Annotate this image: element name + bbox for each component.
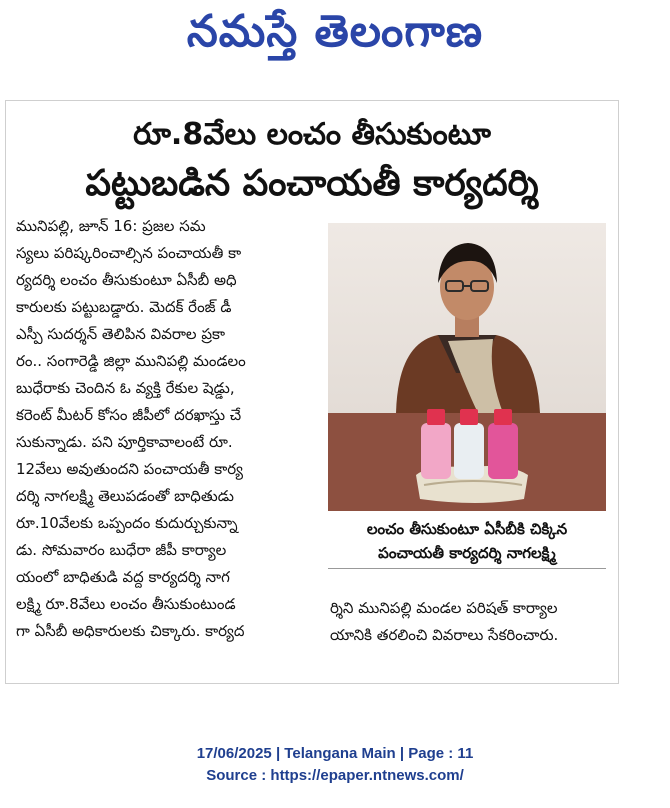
body-line: స్యలు పరిష్కరించాల్సిన పంచాయతీ కా [16, 244, 242, 262]
masthead [0, 0, 670, 82]
newspaper-logo: నమస్తే తెలంగాణ [186, 6, 484, 57]
article-continuation [330, 595, 612, 649]
body-line: డు. సోమవారం బుధేరా జీపీ కార్యాల [16, 541, 227, 559]
body-line: ఎస్పీ సుదర్శన్ తెలిపిన వివరాల ప్రకా [16, 325, 225, 343]
caption-divider [328, 568, 606, 569]
caption-line-1: లంచం తీసుకుంటూ ఏసీబీకి చిక్కిన [366, 520, 568, 538]
body-line: సుకున్నాడు. పని పూర్తికావాలంటే రూ. [16, 433, 233, 451]
body-line: దర్శి నాగలక్ష్మి తెలుపడంతో బాధితుడు [16, 487, 234, 505]
photo-caption [322, 517, 612, 565]
body-line: లక్ష్మి రూ.8వేలు లంచం తీసుకుంటుండ [16, 595, 236, 613]
body-line: రం.. సంగారెడ్డి జిల్లా మునిపల్లి మండలం [16, 352, 246, 370]
person-with-evidence-illustration [328, 223, 606, 511]
body-line: కరెంట్ మీటర్ కోసం జీపీలో దరఖాస్తు చే [16, 406, 242, 424]
headline-line-2: పట్టుబడిన పంచాయతీ కార్యదర్శి [85, 163, 539, 204]
headline-line-1: రూ.8వేలు లంచం తీసుకుంటూ [133, 117, 491, 152]
body-line: బుధేరాకు చెందిన ఓ వ్యక్తి రేకుల షెడ్డు, [16, 379, 235, 397]
article-body [16, 213, 321, 645]
page-footer [0, 743, 670, 787]
body-line: మునిపల్లి, జూన్ 16: ప్రజల సమ [16, 217, 206, 235]
body-line: గా ఏసీబీ అధికారులకు చిక్కారు. కార్యద [16, 622, 245, 640]
continuation-line: యానికి తరలించి వివరాలు సేకరించారు. [330, 626, 559, 644]
body-line: 12వేలు అవుతుందని పంచాయతీ కార్య [16, 460, 244, 478]
footer-date-edition: 17/06/2025 | Telangana Main | Page : 11 [196, 745, 474, 762]
body-line: రూ.10వేలకు ఒప్పందం కుదుర్చుకున్నా [16, 514, 238, 532]
body-line: ర్యదర్శి లంచం తీసుకుంటూ ఏసీబీ అధి [16, 271, 237, 289]
news-photo [328, 223, 606, 511]
caption-line-2: పంచాయతీ కార్యదర్శి నాగలక్ష్మి [378, 544, 556, 562]
news-clipping [5, 100, 619, 684]
footer-source-link[interactable]: Source : https://epaper.ntnews.com/ [206, 767, 464, 784]
continuation-line: ర్శిని మునిపల్లి మండల పరిషత్ కార్యాల [330, 599, 558, 617]
body-line: యంలో బాధితుడి వద్ద కార్యదర్శి నాగ [16, 568, 230, 586]
body-line: కారులకు పట్టుబడ్డారు. మెదక్ రేంజ్ డీ [16, 298, 232, 316]
